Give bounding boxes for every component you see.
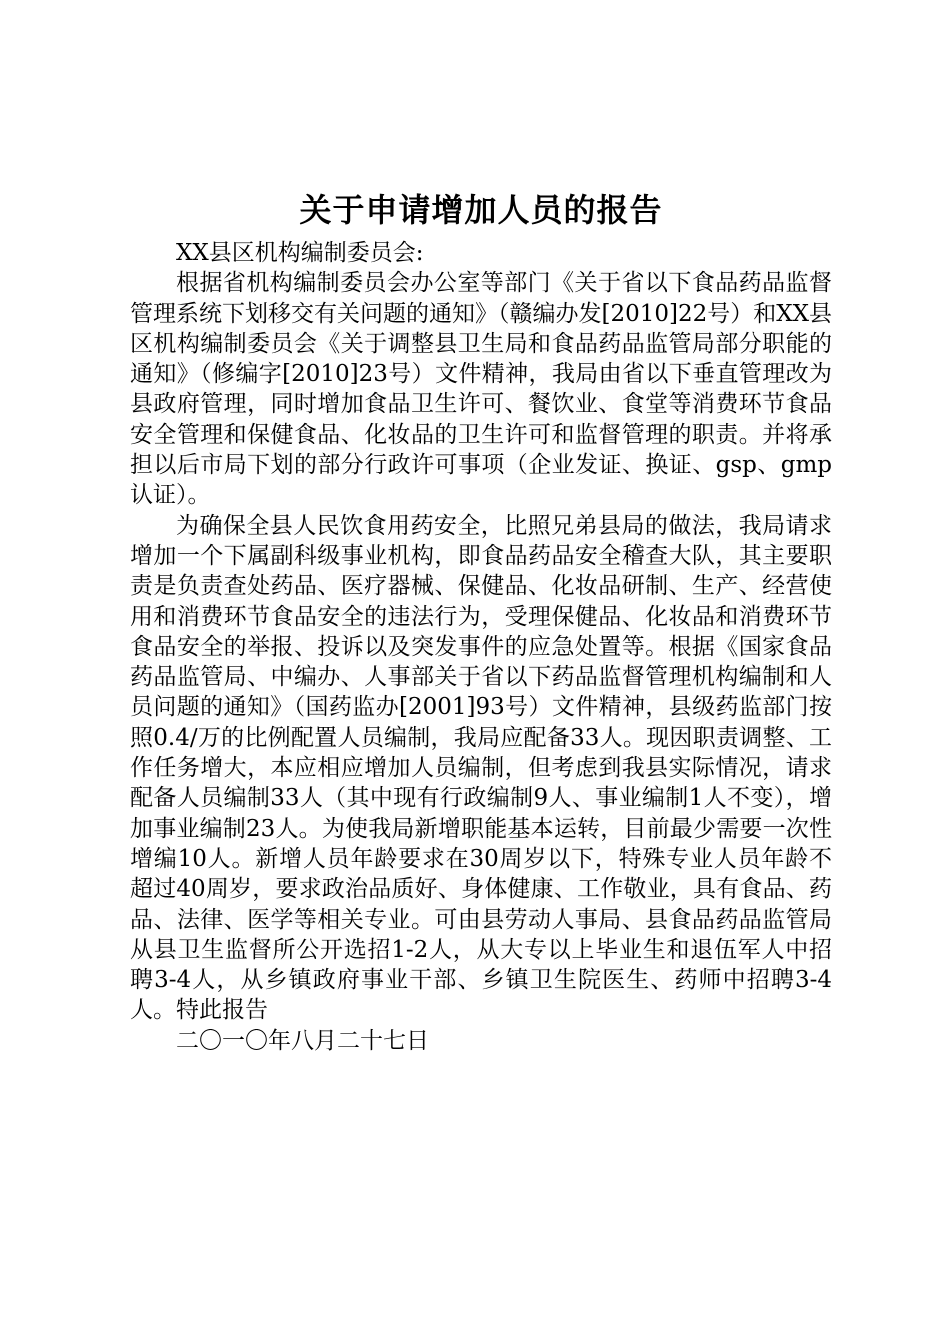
paragraph-2: 为确保全县人民饮食用药安全，比照兄弟县局的做法，我局请求增加一个下属副科级事业机构，即食品药品安全稽查大队，其主要职责是负责查处药品、医疗器械、保健品、化妆品研制、生产、经营使用和消费环节食品安全的违法行为，受理保健品、化妆品和消费环节食品安全的举报、投诉以及突发事件的应急处置等。根据《国家食品药品监管局、中编办、人事部关于省以下药品监督管理机构编制和人员问题的通知》（国药监办[2001]93号）文件精神，县级药监部门按照0.4/万的比例配置人员编制，我局应配备33人。现因职责调整、工作任务增大，本应相应增加人员编制，但考虑到我县实际情况，请求配备人员编制33人（其中现有行政编制9人、事业编制1人不变），增加事业编制23人。为使我局新增职能基本运转，目前最少需要一次性增编10人。新增人员年龄要求在30周岁以下，特殊专业人员年龄不超过40周岁，要求政治品质好、身体健康、工作敬业，具有食品、药品、法律、医学等相关专业。可由县劳动人事局、县食品药品监管局从县卫生监督所公开选招1-2人，从大专以上毕业生和退伍军人中招聘3-4人，从乡镇政府事业干部、乡镇卫生院医生、药师中招聘3-4人。特此报告 [130, 512, 832, 1024]
document-page [130, 188, 832, 1056]
paragraph-1: 根据省机构编制委员会办公室等部门《关于省以下食品药品监督管理系统下划移交有关问题的通知》（赣编办发[2010]22号）和XX县区机构编制委员会《关于调整县卫生局和食品药品监管局部分职能的通知》（修编字[2010]23号）文件精神，我局由省以下垂直管理改为县政府管理，同时增加食品卫生许可、餐饮业、食堂等消费环节食品安全管理和保健食品、化妆品的卫生许可和监督管理的职责。并将承担以后市局下划的部分行政许可事项（企业发证、换证、gsp、gmp认证）。 [130, 270, 832, 509]
document-date: 二〇一〇年八月二十七日 [176, 1027, 429, 1054]
document-title: 关于申请增加人员的报告 [299, 191, 663, 229]
salutation: XX县区机构编制委员会: [176, 240, 424, 266]
